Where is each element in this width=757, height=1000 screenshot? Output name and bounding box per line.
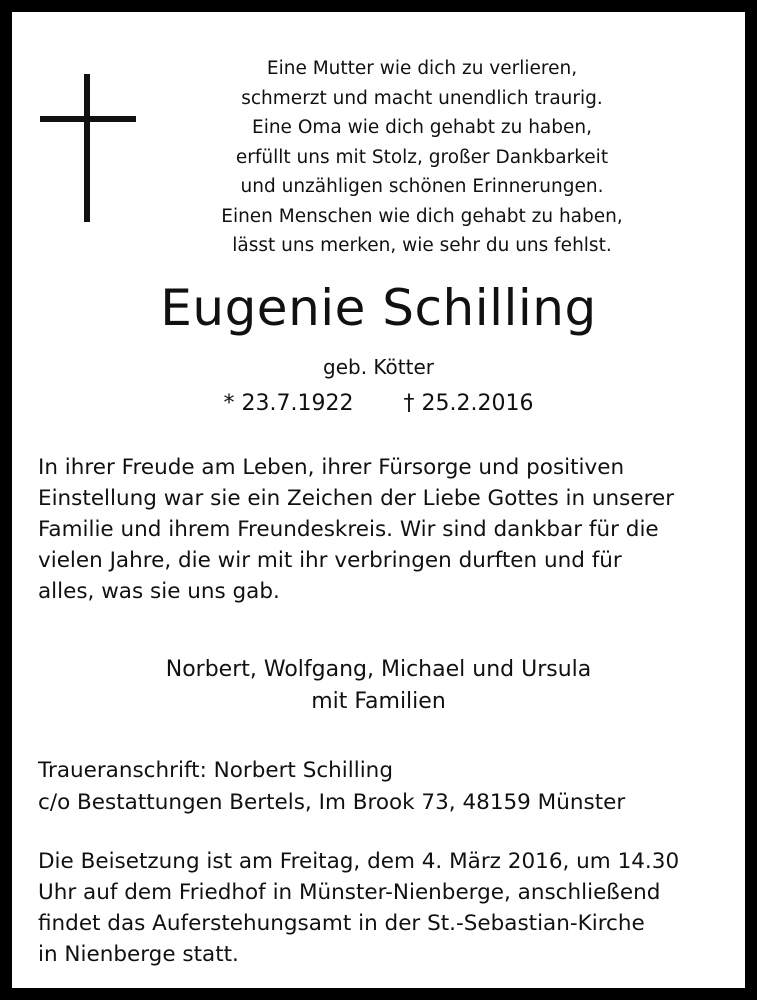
poem-line: Eine Mutter wie dich zu verlieren,	[266, 58, 578, 79]
obituary-notice	[12, 12, 745, 988]
tribute-line: vielen Jahre, die wir mit ihr verbringen durften und für	[38, 548, 622, 573]
deceased-name: Eugenie Schilling	[160, 279, 597, 337]
funeral-line: in Nienberge statt.	[38, 942, 239, 967]
funeral-line: findet das Auferstehungsamt in der St.-Sebastian-Kirche	[38, 911, 645, 936]
poem-line: Einen Menschen wie dich gehabt zu haben,	[221, 205, 623, 227]
tribute-line: alles, was sie uns gab.	[38, 579, 280, 604]
poem-line: lässt uns merken, wie sehr du uns fehlst.	[232, 235, 612, 256]
funeral-line: Uhr auf dem Friedhof in Münster-Nienberge, anschließend	[38, 880, 661, 905]
poem-line: schmerzt und macht unendlich traurig.	[241, 87, 603, 109]
birth-name: geb. Kötter	[323, 355, 434, 379]
tribute-line: Familie und ihrem Freundeskreis. Wir sind dankbar für die	[38, 517, 659, 542]
tribute-text	[38, 452, 722, 607]
death-date: † 25.2.2016	[403, 391, 534, 416]
survivors-names: Norbert, Wolfgang, Michael und Ursula	[165, 657, 592, 682]
funeral-line: Die Beisetzung ist am Freitag, dem 4. März 2016, um 14.30	[38, 849, 680, 874]
survivors-block	[12, 654, 745, 718]
poem-line: und unzähligen schönen Erinnerungen.	[240, 176, 604, 197]
address-line: Traueranschrift: Norbert Schilling	[38, 758, 393, 783]
survivors-families: mit Familien	[311, 689, 446, 714]
address-line: c/o Bestattungen Bertels, Im Brook 73, 48159 Münster	[38, 790, 626, 815]
cross-horizontal-bar	[40, 116, 136, 122]
funeral-info	[38, 846, 728, 970]
cross-icon	[40, 74, 136, 222]
tribute-line: In ihrer Freude am Leben, ihrer Fürsorge und positiven	[38, 455, 625, 480]
cross-vertical-bar	[84, 74, 90, 222]
poem-line: Eine Oma wie dich gehabt zu haben,	[252, 117, 592, 138]
mourning-address	[38, 755, 728, 819]
poem-line: erfüllt uns mit Stolz, großer Dankbarkeit	[235, 146, 609, 168]
memorial-poem	[192, 54, 652, 261]
birth-date: * 23.7.1922	[223, 391, 354, 416]
tribute-line: Einstellung war sie ein Zeichen der Liebe Gottes in unserer	[38, 486, 675, 511]
life-dates	[12, 388, 745, 420]
